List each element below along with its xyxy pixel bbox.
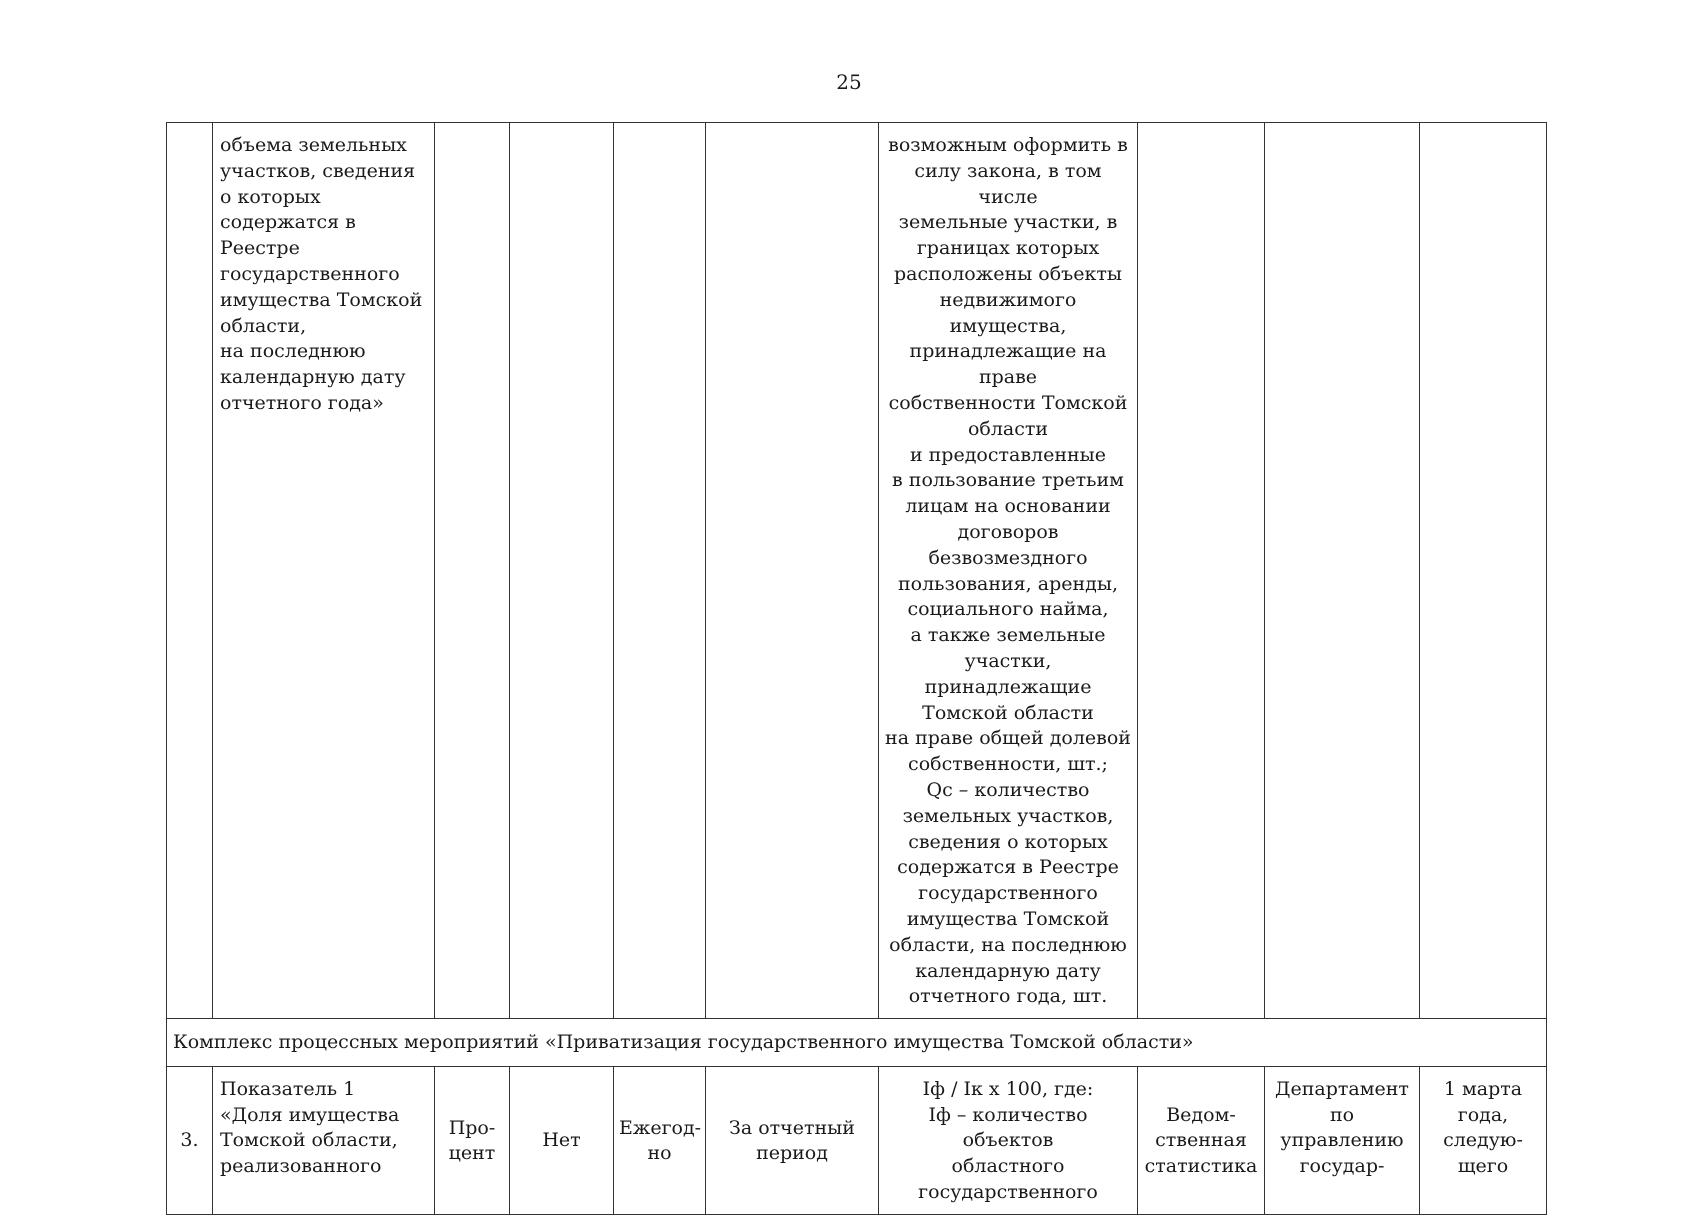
cell-deadline [1420, 123, 1547, 1019]
cell-periodicity [614, 123, 706, 1019]
section-header-row [167, 1019, 1547, 1067]
cell-source: Ведом- ственная статистика [1138, 1066, 1265, 1214]
cell-number: 3. [167, 1066, 213, 1214]
cell-flag: Нет [510, 1066, 614, 1214]
cell-deadline: 1 марта года, следую- щего [1420, 1066, 1547, 1214]
cell-flag [510, 123, 614, 1019]
cell-responsible [1265, 123, 1420, 1019]
cell-calculation-method: Iф / Iк x 100, где: Iф – количество объектов областного государственного [879, 1066, 1138, 1214]
cell-period [706, 123, 879, 1019]
cell-unit [435, 123, 510, 1019]
table-row-continued [167, 123, 1547, 1019]
cell-calculation-method: возможным оформить в силу закона, в том числе земельные участки, в границах которых расположены объекты недвижимого имущества, принадлежащие на праве собственности Томской области и предоставленные в пользование третьим лицам на основании договоров безвозмездного пользования, аренды, социального найма, а также земельные участки, принадлежащие Томской области на праве общей долевой собственности, шт.; Qc – количество земельных участков, сведения о которых содержатся в Реестре государственного имущества Томской области, на последнюю календарную дату отчетного года, шт. [879, 123, 1138, 1019]
cell-source [1138, 123, 1265, 1019]
cell-period: За отчетный период [706, 1066, 879, 1214]
cell-indicator-name: Показатель 1 «Доля имущества Томской области, реализованного [213, 1066, 435, 1214]
table-row-3 [167, 1066, 1547, 1214]
indicators-table [166, 122, 1547, 1215]
cell-number [167, 123, 213, 1019]
cell-unit: Про- цент [435, 1066, 510, 1214]
cell-periodicity: Ежегод- но [614, 1066, 706, 1214]
page-number: 25 [836, 70, 862, 94]
cell-responsible: Департамент по управлению государ- [1265, 1066, 1420, 1214]
cell-indicator-name: объема земельных участков, сведения о которых содержатся в Реестре государственного имущества Томской области, на последнюю календарную дату отчетного года» [213, 123, 435, 1019]
section-header: Комплекс процессных мероприятий «Приватизация государственного имущества Томской области» [167, 1019, 1547, 1067]
